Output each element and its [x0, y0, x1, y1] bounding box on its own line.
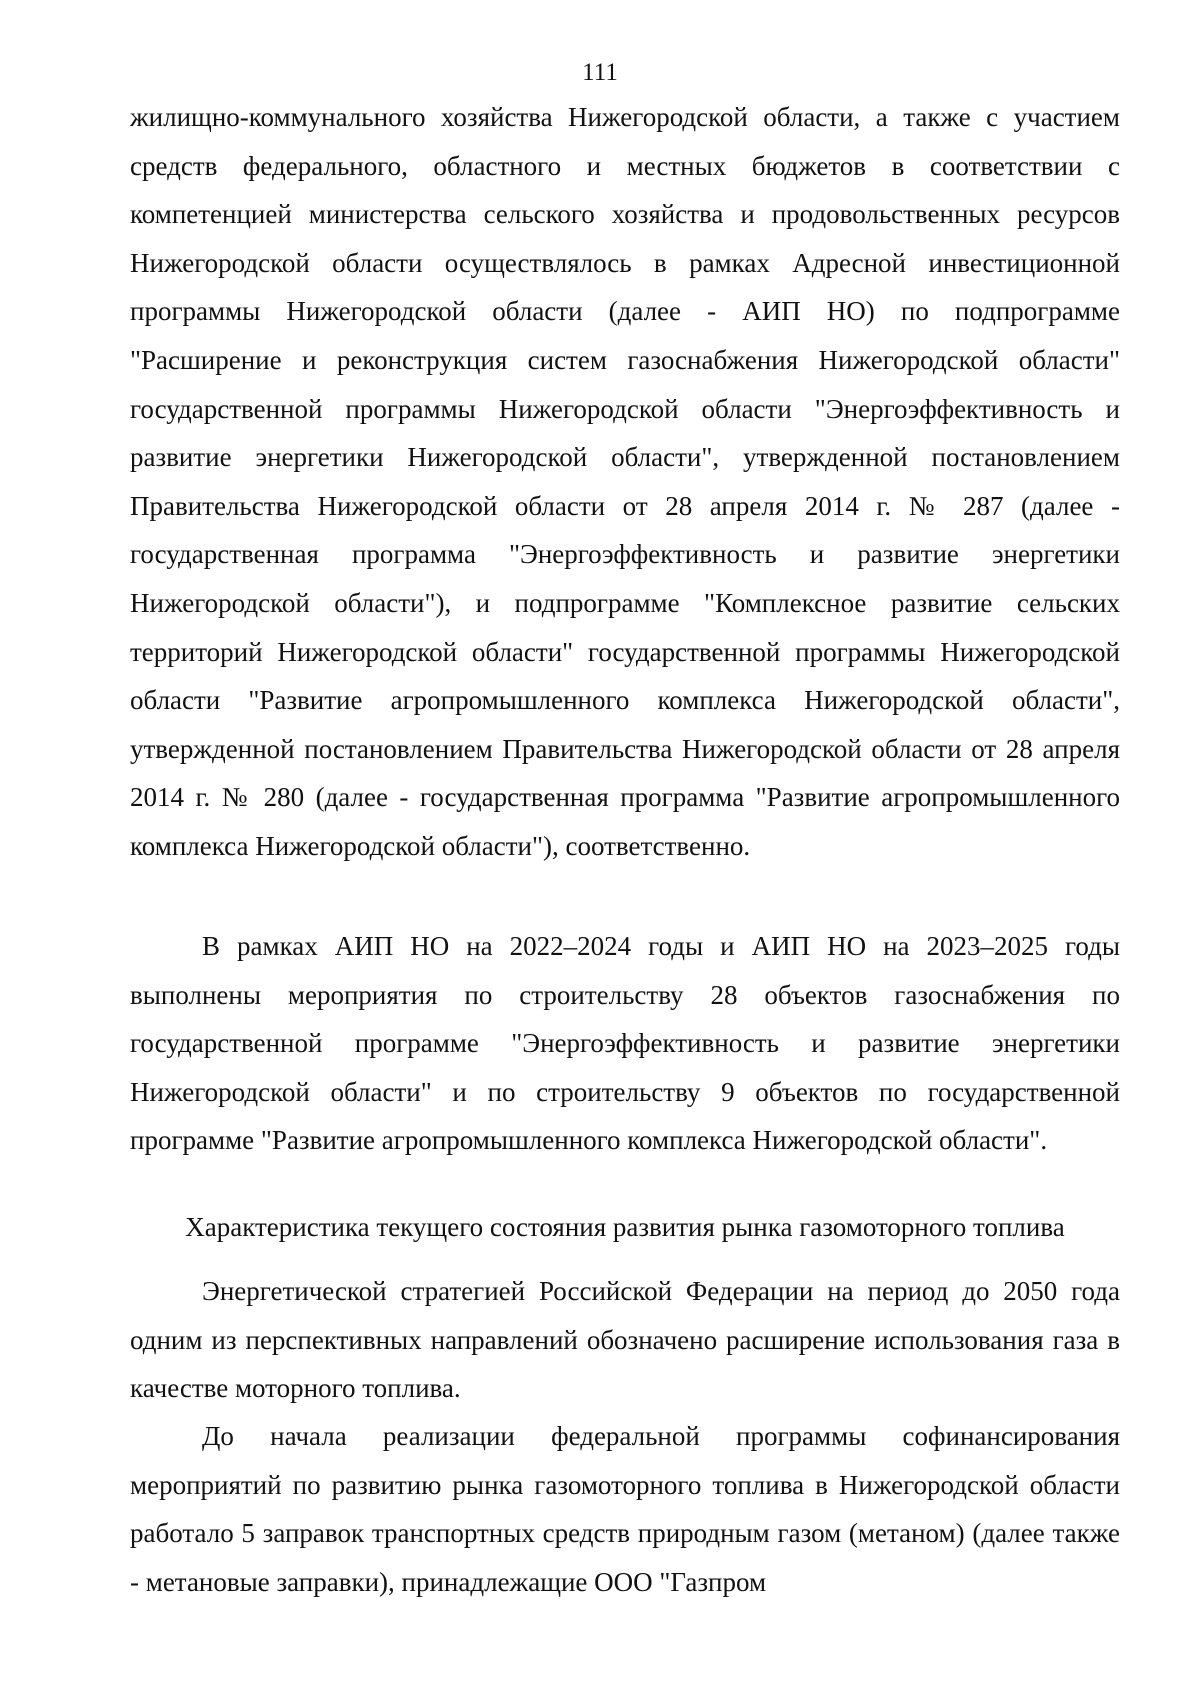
body-paragraph: До начала реализации федеральной программы софинансирования мероприятий по развитию рынка газомоторного топлива в Нижегородской области работало 5 заправок транспортных средств природным газом (метаном) (далее также - метановые заправки), принадлежащие ООО "Газпром — [130, 1421, 1120, 1597]
section-heading: Характеристика текущего состояния развития рынка газомоторного топлива — [185, 1212, 1065, 1242]
body-paragraph: жилищно-коммунального хозяйства Нижегородской области, а также с участием средств федерального, областного и местных бюджетов в соответствии с компетенцией министерства сельского хозяйства и продовольственных ресурсов Нижегородской области осуществлялось в рамках Адресной инвестиционной программы Нижегородской области (далее - АИП НО) по подпрограмме "Расширение и реконструкция систем газоснабжения Нижегородской области" государственной программы Нижегородской области "Энергоэффективность и развитие энергетики Нижегородской области", утвержденной постановлением Правительства Нижегородской области от 28 апреля 2014 г. № 287 (далее - государственная программа "Энергоэффективность и развитие энергетики Нижегородской области"), и подпрограмме "Комплексное развитие сельских территорий Нижегородской области" государственной программы Нижегородской области "Развитие агропромышленного комплекса Нижегородской области", утвержденной постановлением Правительства Нижегородской области от 28 апреля 2014 г. № 280 (далее - государственная программа "Развитие агропромышленного комплекса Нижегородской области"), соответственно. — [130, 102, 1120, 861]
page-number: 111 — [582, 59, 618, 86]
body-paragraph: Энергетической стратегией Российской Федерации на период до 2050 года одним из перспективных направлений обозначено расширение использования газа в качестве моторного топлива. — [130, 1276, 1120, 1404]
body-paragraph: В рамках АИП НО на 2022–2024 годы и АИП НО на 2023–2025 годы выполнены мероприятия по строительству 28 объектов газоснабжения по государственной программе "Энергоэффективность и развитие энергетики Нижегородской области" и по строительству 9 объектов по государственной программе "Развитие агропромышленного комплекса Нижегородской области". — [130, 931, 1120, 1156]
